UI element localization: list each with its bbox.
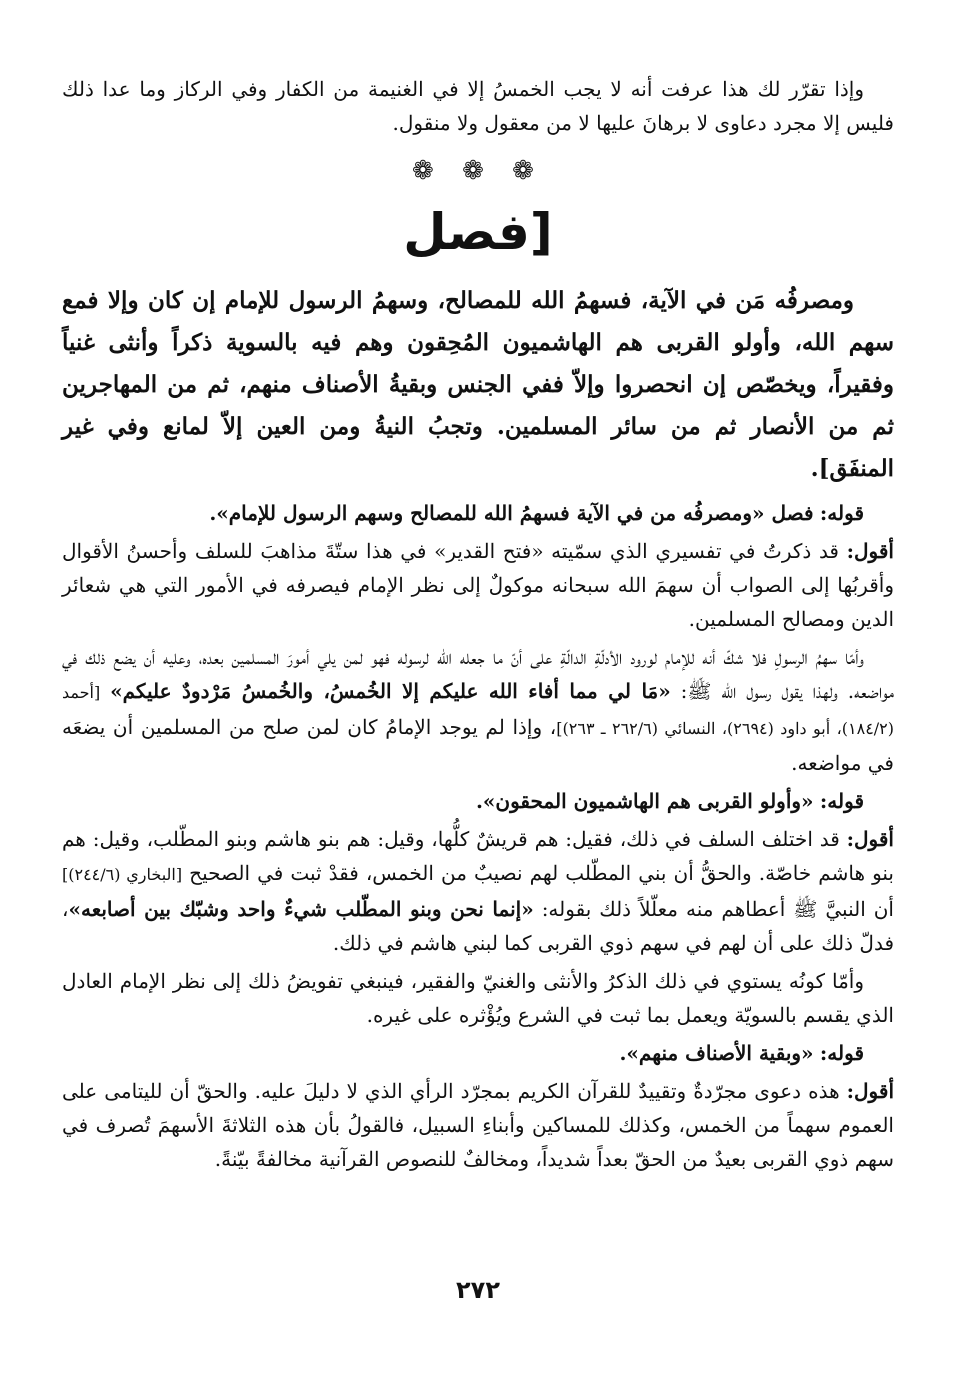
commentary-response-1 [62, 534, 894, 636]
hadith-reference: [أحمد (١٨٤/٢)، أبو داود (٢٦٩٤)، النسائي (٢٦٢/٦ ـ ٢٦٣)] [62, 683, 895, 738]
chapter-heading: [فصل [403, 203, 553, 261]
response-text: قد ذكرتُ في تفسيري الذي سمّيته «فتح القدير» في هذا ستّةَ مذاهبَ للسلف وأحسنُ الأقوال وأقربُها إلى الصواب أن سهمَ الله سبحانه موكولٌ إلى نظر الإمام فيصرفه في الأمور التي هي شعائر الدين ومصالح المسلمين. [62, 539, 894, 631]
response-text: هذه دعوى مجرّدةٌ وتقييدٌ للقرآن الكريم بمجرّد الرأي الذي لا دليلَ عليه. والحقّ أن لليتامى على العموم سهماً من الخمس، وكذلك للمساكين وأبناءِ السبيل، فالقولُ بأن هذه الثلاثةَ الأسهمَ تُصرف في سهم ذوي القربى بعيدٌ من الحقّ بعداً شديداً، ومخالفٌ للنصوص القرآنية مخالفةً بيّنةً. [62, 1079, 894, 1171]
quoted-matn: فصل «ومصرفُه من في الآية فسهمُ الله للمصالح وسهم الرسول للإمام». [209, 501, 814, 525]
matn-text: ومصرفُه مَن في الآية، فسهمُ الله للمصالح، وسهمُ الرسول للإمام إن كان وإلا فمع سهم الله، وأولو القربى هم الهاشميون المُحِقون وهم فيه بالسوية ذكراً وأنثى غنياً وفقيراً، ويخصّص إن انحصروا وإلاّ ففي الجنس وبقيةُ الأصناف منهم، ثم من المهاجرين ثم من الأنصار ثم من سائر المسلمين. وتجبُ النيةُ ومن العين إلاّ لمانع وفي غير المنفَق]. [62, 287, 894, 482]
page-number: ٢٧٢ [456, 1276, 500, 1304]
commentary-paragraph-2 [62, 640, 894, 780]
commentary-response-2 [62, 822, 894, 960]
response-text: أن النبيَّ ﷺ أعطاهم منه معلّلاً ذلك بقوله: [541, 897, 894, 921]
qawluhu-label: قوله: [819, 501, 864, 525]
commentary-paragraph-3: وأمّا كونُه يستوي في ذلك الذكرُ والأنثى والغنيّ والفقير، فينبغي تفويضُ ذلك إلى نظر الإمام العادل الذي يقسم بالسويّة ويعمل بما ثبت في الشرع ويُؤْثره على غيره. [62, 969, 894, 1027]
response-text: ، فدلّ ذلك على أن لهم في سهم ذوي القربى كما لبني هاشم في ذلك. [62, 897, 894, 955]
hadith-reference: [البخاري (٢٤٤/٦)] [62, 865, 183, 884]
aqulu-label: أقول: [846, 827, 894, 851]
commentary-quote-2 [62, 784, 894, 818]
intro-paragraph: وإذا تقرّر لك هذا عرفت أنه لا يجب الخمسُ إلا في الغنيمة من الكفار وفي الركاز وما عدا ذلك فليس إلا مجرد دعاوى لا برهانَ عليها لا من معقول ولا منقول. [62, 77, 894, 135]
commentary-quote-3 [62, 1036, 894, 1070]
body-text: وأمّا سهمُ الرسولِ فلا شكّ أنه للإمام لورود الأدلّةِ الدالّةِ على أنّ ما جعله الله لرسوله فهو لمن يلي أمورَ المسلمين بعده، وعليه أن يضع ذلك في مواضعه. ولهذا يقول رسول الله ﷺ: [62, 645, 895, 703]
body-text: ، وإذا لم يوجد الإمامُ كان لمن صلح من المسلمين أن يضعَه في مواضعه. [62, 715, 894, 775]
response-text: قد اختلف السلف في ذلك، فقيل: هم قريشٌ كلُّها، وقيل: هم بنو هاشم وبنو المطّلب، وقيل: هم بنو هاشم خاصّة. والحقُّ أن بني المطّلب لهم نصيبٌ من الخمس، فقدْ ثبت في الصحيح [62, 827, 894, 885]
page-body [62, 72, 894, 1176]
aqulu-label: أقول: [846, 1079, 895, 1103]
section-separator: ❁ ❁ ❁ [412, 156, 544, 186]
quoted-matn: «وبقية الأصناف منهم». [619, 1041, 814, 1065]
hadith-quote: «إنما نحن وبنو المطّلب شيءٌ واحد وشبّك بين أصابعه» [68, 897, 534, 921]
quoted-matn: «وأولو القربى هم الهاشميون المحقون». [475, 789, 814, 813]
hadith-quote: «مَا لي مما أفاء الله عليكم إلا الخُمسُ، والخُمسُ مَرْدودٌ عليكم» [110, 679, 671, 703]
qawluhu-label: قوله: [819, 1041, 864, 1065]
qawluhu-label: قوله: [819, 789, 864, 813]
commentary-quote-1 [62, 496, 894, 530]
commentary-response-3 [62, 1074, 894, 1176]
aqulu-label: أقول: [846, 539, 894, 563]
